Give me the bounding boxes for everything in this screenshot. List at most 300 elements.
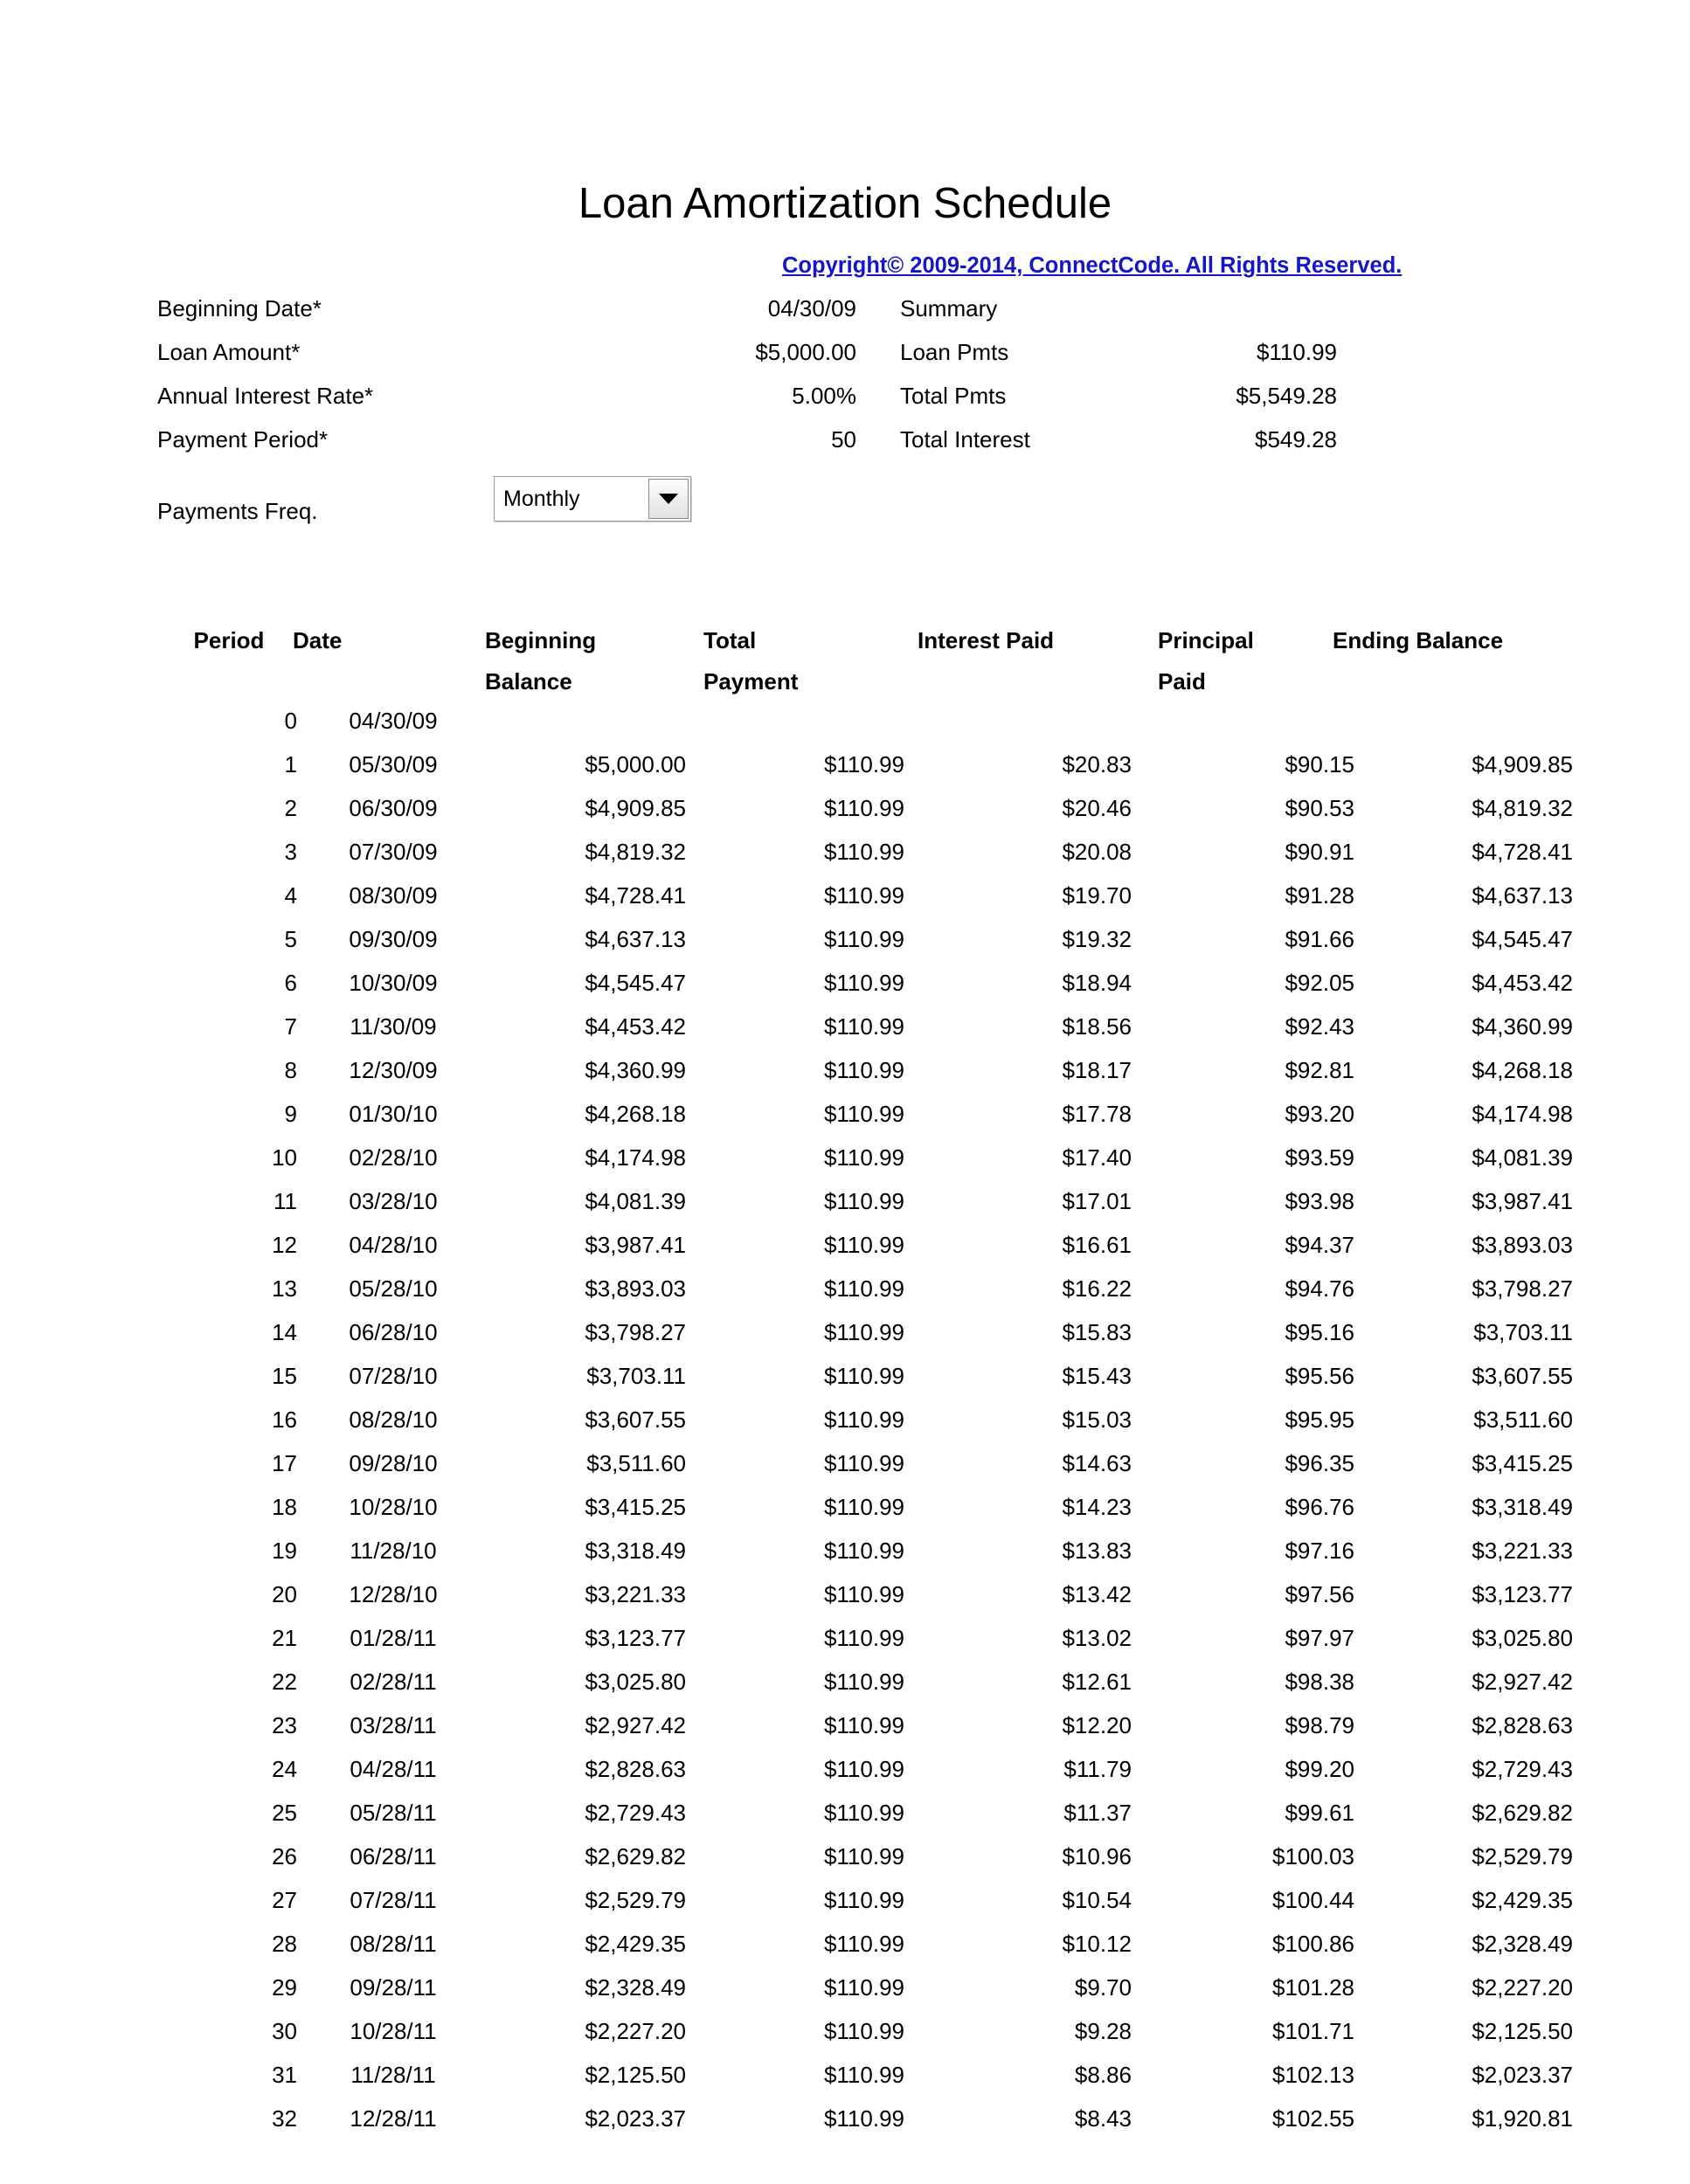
cell-principal-paid: $99.20 [1285,1756,1354,1782]
cell-date: 12/28/10 [349,1581,438,1607]
cell-principal-paid: $93.59 [1285,1144,1354,1171]
table-row [157,970,1573,1013]
cell-principal-paid: $96.35 [1285,1450,1354,1476]
cell-date: 01/28/11 [350,1625,437,1651]
cell-interest-paid: $9.28 [1074,2018,1132,2044]
cell-principal-paid: $101.71 [1272,2018,1354,2044]
cell-period: 32 [272,2105,297,2132]
cell-total-payment: $110.99 [823,795,904,821]
cell-total-payment: $110.99 [823,1363,904,1389]
cell-interest-paid: $11.37 [1063,1800,1132,1826]
cell-date: 10/28/10 [349,1494,438,1520]
cell-principal-paid: $98.38 [1285,1669,1354,1695]
table-row [157,882,1573,926]
chevron-down-icon[interactable] [648,479,689,519]
cell-total-payment: $110.99 [823,1538,904,1564]
table-row [157,1144,1573,1188]
cell-period: 15 [272,1363,297,1389]
cell-total-payment: $110.99 [823,926,904,952]
cell-total-payment: $110.99 [823,1625,904,1651]
input-row-payment-period [157,426,856,470]
cell-ending-balance: $2,927.42 [1472,1669,1573,1695]
cell-date: 06/30/09 [349,795,438,821]
table-row [157,1188,1573,1232]
cell-interest-paid: $17.01 [1062,1188,1132,1214]
cell-ending-balance: $4,360.99 [1472,1013,1573,1040]
cell-total-payment: $110.99 [823,970,904,996]
summary-heading-row [900,295,1486,339]
cell-ending-balance: $4,545.47 [1472,926,1573,952]
cell-date: 06/28/10 [349,1319,438,1345]
table-row [157,839,1573,882]
cell-beginning-balance: $3,798.27 [585,1319,686,1345]
cell-date: 03/28/11 [350,1712,437,1738]
table-row [157,2018,1573,2062]
total-interest-value: $549.28 [1255,426,1337,453]
cell-principal-paid: $92.05 [1285,970,1354,996]
cell-date: 04/28/10 [349,1232,438,1258]
cell-beginning-balance: $4,268.18 [585,1101,686,1127]
cell-interest-paid: $19.32 [1062,926,1132,952]
cell-total-payment: $110.99 [823,1013,904,1040]
cell-beginning-balance: $3,221.33 [585,1581,686,1607]
cell-beginning-balance: $2,125.50 [585,2062,686,2088]
header-beginning-balance [485,620,686,702]
cell-principal-paid: $96.76 [1285,1494,1354,1520]
table-row [157,751,1573,795]
header-total-payment-line1: Total [703,627,757,653]
header-principal-paid [1158,620,1350,702]
cell-period: 0 [284,708,297,734]
cell-interest-paid: $11.79 [1063,1756,1132,1782]
header-date: Date [293,627,343,653]
table-header-row [157,620,1573,708]
cell-period: 17 [272,1450,297,1476]
cell-beginning-balance: $2,529.79 [585,1887,686,1913]
cell-period: 13 [272,1275,297,1302]
cell-interest-paid: $15.83 [1062,1319,1132,1345]
cell-principal-paid: $100.03 [1272,1843,1354,1870]
cell-ending-balance: $2,125.50 [1472,2018,1573,2044]
cell-total-payment: $110.99 [823,1144,904,1171]
cell-period: 25 [272,1800,297,1826]
header-beginning-balance-line1: Beginning [485,627,597,653]
table-row [157,1232,1573,1275]
cell-ending-balance: $3,025.80 [1472,1625,1573,1651]
cell-beginning-balance: $3,987.41 [585,1232,686,1258]
cell-interest-paid: $12.61 [1062,1669,1132,1695]
cell-period: 22 [272,1669,297,1695]
cell-ending-balance: $3,415.25 [1472,1450,1573,1476]
cell-period: 5 [284,926,297,952]
cell-principal-paid: $92.43 [1285,1013,1354,1040]
cell-ending-balance: $4,819.32 [1472,795,1573,821]
header-beginning-balance-line2: Balance [485,668,572,695]
loan-inputs [157,295,856,470]
cell-total-payment: $110.99 [823,2105,904,2132]
cell-date: 11/28/11 [350,2062,436,2088]
cell-ending-balance: $3,703.11 [1473,1319,1573,1345]
cell-period: 12 [272,1232,297,1258]
table-row [157,1843,1573,1887]
cell-date: 09/28/11 [350,1974,437,2001]
table-row [157,1669,1573,1712]
table-row [157,926,1573,970]
cell-period: 6 [284,970,297,996]
header-principal-paid-line2: Paid [1158,668,1206,695]
loan-amount-label: Loan Amount* [157,339,301,365]
cell-date: 06/28/11 [350,1843,437,1870]
cell-beginning-balance: $3,607.55 [585,1406,686,1433]
cell-ending-balance: $4,081.39 [1472,1144,1573,1171]
summary-row-total-interest [900,426,1486,470]
cell-interest-paid: $16.22 [1062,1275,1132,1302]
table-row [157,1887,1573,1931]
loan-pmts-value: $110.99 [1256,339,1337,365]
cell-interest-paid: $12.20 [1062,1712,1132,1738]
cell-period: 27 [272,1887,297,1913]
cell-period: 7 [284,1013,297,1040]
cell-total-payment: $110.99 [823,2062,904,2088]
cell-principal-paid: $91.28 [1285,882,1354,909]
cell-date: 02/28/11 [350,1669,437,1695]
cell-ending-balance: $4,728.41 [1472,839,1573,865]
table-row [157,1363,1573,1406]
cell-beginning-balance: $2,729.43 [585,1800,686,1826]
cell-principal-paid: $91.66 [1285,926,1354,952]
table-row [157,1800,1573,1843]
cell-interest-paid: $13.02 [1062,1625,1132,1651]
table-row [157,1931,1573,1974]
cell-date: 05/30/09 [349,751,438,778]
cell-ending-balance: $4,909.85 [1472,751,1573,778]
cell-total-payment: $110.99 [823,1800,904,1826]
cell-interest-paid: $10.96 [1062,1843,1132,1870]
cell-ending-balance: $3,893.03 [1472,1232,1573,1258]
cell-period: 24 [272,1756,297,1782]
cell-ending-balance: $2,227.20 [1472,1974,1573,2001]
cell-date: 05/28/10 [349,1275,438,1302]
cell-principal-paid: $102.55 [1272,2105,1354,2132]
cell-interest-paid: $15.43 [1062,1363,1132,1389]
cell-principal-paid: $97.56 [1285,1581,1354,1607]
input-row-loan-amount [157,339,856,383]
table-body [157,708,1573,2149]
header-total-payment-line2: Payment [703,668,799,695]
cell-beginning-balance: $4,728.41 [585,882,686,909]
cell-date: 09/30/09 [349,926,438,952]
table-row [157,1406,1573,1450]
cell-total-payment: $110.99 [823,1406,904,1433]
cell-ending-balance: $2,529.79 [1472,1843,1573,1870]
cell-interest-paid: $13.42 [1062,1581,1132,1607]
cell-period: 20 [272,1581,297,1607]
cell-total-payment: $110.99 [823,1057,904,1083]
cell-beginning-balance: $2,429.35 [585,1931,686,1957]
total-pmts-value: $5,549.28 [1236,383,1337,409]
beginning-date-label: Beginning Date* [157,295,322,321]
cell-total-payment: $110.99 [823,1669,904,1695]
table-row [157,708,1573,751]
cell-ending-balance: $3,123.77 [1472,1581,1573,1607]
table-row [157,1450,1573,1494]
cell-period: 31 [272,2062,297,2088]
cell-beginning-balance: $3,703.11 [586,1363,686,1389]
cell-total-payment: $110.99 [823,1494,904,1520]
cell-date: 10/28/11 [350,2018,437,2044]
cell-date: 10/30/09 [349,970,438,996]
cell-beginning-balance: $4,637.13 [585,926,686,952]
cell-total-payment: $110.99 [823,1712,904,1738]
input-row-beginning-date [157,295,856,339]
cell-beginning-balance: $5,000.00 [585,751,686,778]
page-title: Loan Amortization Schedule [578,180,1112,227]
table-row [157,1494,1573,1538]
payment-period-label: Payment Period* [157,426,329,453]
cell-ending-balance: $4,174.98 [1472,1101,1573,1127]
cell-period: 19 [272,1538,297,1564]
cell-period: 16 [272,1406,297,1433]
table-row [157,2105,1573,2149]
cell-ending-balance: $2,429.35 [1472,1887,1573,1913]
cell-total-payment: $110.99 [823,1188,904,1214]
cell-ending-balance: $2,328.49 [1472,1931,1573,1957]
cell-beginning-balance: $3,318.49 [585,1538,686,1564]
cell-principal-paid: $100.86 [1272,1931,1354,1957]
total-interest-label: Total Interest [900,426,1030,453]
cell-total-payment: $110.99 [823,1232,904,1258]
table-row [157,2062,1573,2105]
header-interest-paid: Interest Paid [918,627,1055,653]
cell-interest-paid: $17.40 [1062,1144,1132,1171]
cell-principal-paid: $97.16 [1285,1538,1354,1564]
cell-period: 26 [272,1843,297,1870]
cell-period: 18 [272,1494,297,1520]
cell-date: 12/30/09 [349,1057,438,1083]
annual-interest-rate-label: Annual Interest Rate* [157,383,374,409]
cell-total-payment: $110.99 [823,1887,904,1913]
cell-beginning-balance: $4,909.85 [585,795,686,821]
cell-date: 08/28/11 [350,1931,437,1957]
cell-ending-balance: $3,987.41 [1472,1188,1573,1214]
cell-principal-paid: $94.76 [1285,1275,1354,1302]
cell-interest-paid: $8.86 [1074,2062,1132,2088]
cell-principal-paid: $95.16 [1285,1319,1354,1345]
table-row [157,1101,1573,1144]
cell-ending-balance: $4,268.18 [1472,1057,1573,1083]
table-row [157,1275,1573,1319]
cell-principal-paid: $93.20 [1285,1101,1354,1127]
cell-date: 04/30/09 [349,708,438,734]
cell-period: 9 [284,1101,297,1127]
cell-interest-paid: $19.70 [1062,882,1132,909]
cell-date: 08/30/09 [349,882,438,909]
cell-period: 1 [284,751,297,778]
summary-heading: Summary [900,295,998,321]
summary-row-loan-pmts [900,339,1486,383]
cell-principal-paid: $98.79 [1285,1712,1354,1738]
cell-date: 01/30/10 [349,1101,438,1127]
cell-ending-balance: $3,798.27 [1472,1275,1573,1302]
cell-ending-balance: $2,729.43 [1472,1756,1573,1782]
cell-interest-paid: $10.54 [1062,1887,1132,1913]
cell-ending-balance: $3,607.55 [1472,1363,1573,1389]
cell-total-payment: $110.99 [823,1756,904,1782]
cell-principal-paid: $99.61 [1285,1800,1354,1826]
header-period: Period [193,627,265,653]
cell-principal-paid: $100.44 [1272,1887,1354,1913]
cell-date: 09/28/10 [349,1450,438,1476]
cell-interest-paid: $18.17 [1062,1057,1132,1083]
header-ending-balance: Ending Balance [1333,627,1504,653]
cell-beginning-balance: $3,893.03 [585,1275,686,1302]
cell-beginning-balance: $2,227.20 [585,2018,686,2044]
cell-interest-paid: $16.61 [1062,1232,1132,1258]
table-row [157,795,1573,839]
cell-total-payment: $110.99 [823,1931,904,1957]
cell-total-payment: $110.99 [823,1450,904,1476]
cell-period: 29 [272,1974,297,2001]
cell-beginning-balance: $2,629.82 [585,1843,686,1870]
cell-principal-paid: $95.56 [1285,1363,1354,1389]
cell-beginning-balance: $4,081.39 [585,1188,686,1214]
cell-period: 11 [274,1188,297,1214]
cell-principal-paid: $90.91 [1285,839,1354,865]
table-row [157,1712,1573,1756]
beginning-date-value[interactable]: 04/30/09 [767,295,856,321]
cell-interest-paid: $14.63 [1062,1450,1132,1476]
cell-total-payment: $110.99 [823,751,904,778]
cell-date: 11/30/09 [350,1013,437,1040]
table-row [157,1581,1573,1625]
cell-total-payment: $110.99 [823,839,904,865]
total-pmts-label: Total Pmts [900,383,1007,409]
payments-frequency-value: Monthly [503,487,580,511]
cell-interest-paid: $20.83 [1062,751,1132,778]
cell-ending-balance: $4,453.42 [1472,970,1573,996]
cell-ending-balance: $2,629.82 [1472,1800,1573,1826]
table-row [157,1013,1573,1057]
cell-interest-paid: $9.70 [1074,1974,1132,2001]
cell-interest-paid: $18.94 [1062,970,1132,996]
amortization-table [157,620,1573,2149]
cell-period: 8 [284,1057,297,1083]
cell-period: 23 [272,1712,297,1738]
cell-ending-balance: $3,221.33 [1472,1538,1573,1564]
cell-principal-paid: $102.13 [1272,2062,1354,2088]
cell-ending-balance: $2,828.63 [1472,1712,1573,1738]
cell-beginning-balance: $4,174.98 [585,1144,686,1171]
cell-principal-paid: $94.37 [1285,1232,1354,1258]
cell-beginning-balance: $2,023.37 [585,2105,686,2132]
cell-period: 28 [272,1931,297,1957]
cell-beginning-balance: $3,123.77 [585,1625,686,1651]
cell-period: 3 [284,839,297,865]
cell-date: 05/28/11 [350,1800,437,1826]
cell-ending-balance: $1,920.81 [1472,2105,1573,2132]
cell-beginning-balance: $4,453.42 [585,1013,686,1040]
summary-block [900,295,1486,470]
cell-date: 07/28/11 [350,1887,437,1913]
cell-principal-paid: $90.53 [1285,795,1354,821]
cell-ending-balance: $2,023.37 [1472,2062,1573,2088]
cell-total-payment: $110.99 [823,1101,904,1127]
cell-period: 30 [272,2018,297,2044]
cell-principal-paid: $93.98 [1285,1188,1354,1214]
loan-pmts-label: Loan Pmts [900,339,1009,365]
cell-beginning-balance: $3,511.60 [586,1450,686,1476]
cell-ending-balance: $3,511.60 [1473,1406,1573,1433]
cell-total-payment: $110.99 [823,2018,904,2044]
cell-principal-paid: $97.97 [1285,1625,1354,1651]
cell-ending-balance: $3,318.49 [1472,1494,1573,1520]
cell-interest-paid: $20.46 [1062,795,1132,821]
payment-period-value[interactable]: 50 [831,426,856,453]
annual-interest-rate-value[interactable]: 5.00% [792,383,856,409]
cell-total-payment: $110.99 [823,1581,904,1607]
summary-row-total-pmts [900,383,1486,426]
payments-frequency-label: Payments Freq. [157,498,318,524]
cell-interest-paid: $8.43 [1074,2105,1132,2132]
cell-beginning-balance: $3,415.25 [585,1494,686,1520]
cell-total-payment: $110.99 [823,1319,904,1345]
cell-date: 11/28/10 [350,1538,437,1564]
input-row-annual-interest-rate [157,383,856,426]
cell-principal-paid: $101.28 [1272,1974,1354,2001]
cell-date: 08/28/10 [349,1406,438,1433]
cell-principal-paid: $95.95 [1285,1406,1354,1433]
cell-beginning-balance: $4,545.47 [585,970,686,996]
payments-frequency-select[interactable] [494,476,691,522]
cell-total-payment: $110.99 [823,1275,904,1302]
table-row [157,1319,1573,1363]
cell-interest-paid: $10.12 [1062,1931,1132,1957]
copyright-link[interactable]: Copyright© 2009-2014, ConnectCode. All Rights Reserved. [782,253,1403,278]
cell-date: 02/28/10 [349,1144,438,1171]
header-total-payment [703,620,904,702]
table-row [157,1756,1573,1800]
cell-ending-balance: $4,637.13 [1472,882,1573,909]
cell-period: 2 [284,795,297,821]
cell-beginning-balance: $4,819.32 [585,839,686,865]
cell-beginning-balance: $3,025.80 [585,1669,686,1695]
cell-principal-paid: $92.81 [1285,1057,1354,1083]
cell-beginning-balance: $2,927.42 [585,1712,686,1738]
cell-principal-paid: $90.15 [1285,751,1354,778]
cell-interest-paid: $18.56 [1062,1013,1132,1040]
cell-period: 10 [272,1144,297,1171]
cell-interest-paid: $20.08 [1062,839,1132,865]
cell-interest-paid: $14.23 [1062,1494,1132,1520]
header-principal-paid-line1: Principal [1158,627,1254,653]
cell-interest-paid: $15.03 [1062,1406,1132,1433]
cell-period: 21 [272,1625,297,1651]
cell-period: 14 [272,1319,297,1345]
cell-beginning-balance: $2,828.63 [585,1756,686,1782]
cell-period: 4 [284,882,297,909]
cell-date: 12/28/11 [350,2105,437,2132]
table-row [157,1538,1573,1581]
cell-beginning-balance: $2,328.49 [585,1974,686,2001]
cell-total-payment: $110.99 [823,1974,904,2001]
cell-interest-paid: $13.83 [1062,1538,1132,1564]
loan-amount-value[interactable]: $5,000.00 [755,339,856,365]
cell-beginning-balance: $4,360.99 [585,1057,686,1083]
cell-total-payment: $110.99 [823,882,904,909]
table-row [157,1057,1573,1101]
table-row [157,1625,1573,1669]
cell-date: 07/30/09 [349,839,438,865]
